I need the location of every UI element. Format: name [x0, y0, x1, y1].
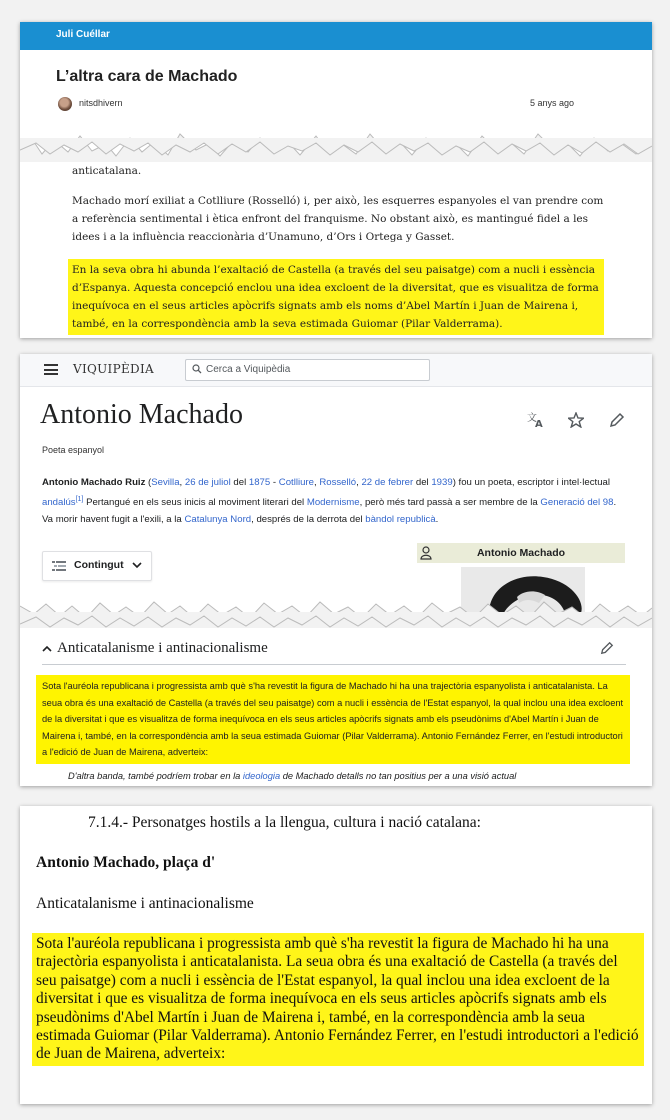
partial-paragraph: anticatalana. — [72, 165, 142, 177]
text: , — [356, 477, 362, 488]
quote-text: D'altra banda, també podríem trobar en la — [68, 771, 243, 781]
blog-post-panel — [20, 22, 652, 338]
translate-icon[interactable] — [527, 412, 545, 428]
text: , — [179, 477, 185, 488]
chevron-up-icon[interactable] — [42, 644, 52, 654]
username-link[interactable]: nitsdhivern — [79, 98, 123, 108]
hamburger-icon[interactable] — [44, 364, 58, 375]
svg-text:A: A — [535, 419, 543, 428]
text: Pertangué en els seus inicis al moviment literari del — [83, 497, 307, 509]
highlight-text: En la seva obra hi abunda l’exaltació de Castella (a través del seu paisatge) com a nucli i essència d’Espanya. Aquesta concepció enclou una idea excloent de la diversitat, que es visualitza de forma inequívoca en el seus articles apòcrifs signats amb els noms d’Abel Martín i Juan de Mairena i, també, en la correspondència amb la seva estimada Guiomar (Pilar Valderrama). — [68, 259, 604, 335]
star-icon[interactable] — [568, 412, 584, 428]
link-andalus[interactable]: andalús — [42, 497, 76, 509]
wiki-logo[interactable]: VIQUIPÈDIA — [73, 362, 154, 376]
link-catalunya-nord[interactable]: Catalunya Nord — [184, 514, 252, 526]
toc-icon — [52, 561, 66, 571]
paragraph-exile: Machado morí exiliat a Cotlliure (Rosselló) i, per això, les esquerres espanyoles el van prendre com a referència sentimental i ètica enfront del franquisme. No obstant això, es mantingué fidel a les idees i a la influència reaccionària d’Unamuno, d’Ors i Ortega y Gasset. — [72, 195, 604, 243]
link-date-birth[interactable]: 26 de juliol — [184, 477, 231, 488]
text: . — [435, 514, 439, 526]
chevron-down-icon — [132, 559, 142, 571]
link-ideologia[interactable]: ideologia — [242, 771, 281, 781]
text: , — [313, 477, 320, 488]
text: ( — [145, 477, 152, 488]
post-timestamp: 5 anys ago — [529, 98, 574, 108]
document-panel — [20, 806, 652, 1104]
highlighted-paragraph: Sota l'auréola republicana i progressista amb què s'ha revestit la figura de Machado hi ha una trajectòria espanyolista i anticatalanista. La seua obra és una exaltació de Castella (a través del seu paisatge) com a nucli i essència de l'Estat espanyol, la qual inclou una idea excloent de la diversitat i que es visualitza de forma inequívoca en els seus articles apòcrifs signats amb els pseudònims d'Abel Martín i Juan de Mairena i, també, en la correspondència amb la seua estimada Guiomar (Pilar Valderrama). Antonio Fernández Ferrer, en l'estudi introductori a l'edició de Juan de Mairena, adverteix: — [32, 933, 644, 1066]
link-rossello[interactable]: Rosselló — [319, 477, 357, 488]
infobox-title: Antonio Machado — [476, 547, 566, 559]
svg-text:文: 文 — [527, 413, 537, 424]
infobox-header — [417, 543, 625, 563]
lead-paragraph — [42, 474, 622, 528]
section-number-title: 7.1.4.- Personatges hostils a la llengua, cultura i nació catalana: — [88, 814, 481, 831]
text: , després de la derrota del — [251, 514, 366, 526]
search-placeholder: Cerca a Viquipèdia — [206, 364, 291, 375]
site-author-link[interactable]: Juli Cuéllar — [56, 29, 110, 40]
entry-heading: Antonio Machado, plaça d' — [36, 854, 216, 871]
wikipedia-panel — [20, 354, 652, 786]
section-edit-icon[interactable] — [600, 641, 614, 655]
text: del — [413, 477, 432, 488]
post-body — [72, 162, 612, 338]
section-divider — [42, 664, 626, 665]
toc-label: Contingut — [74, 559, 124, 571]
infobox — [417, 543, 625, 603]
quote-text: de Machado detalls no tan positius per a una visió actual — [280, 771, 517, 781]
link-date-death[interactable]: 22 de febrer — [361, 477, 414, 488]
site-header-bar — [20, 22, 652, 50]
link-sevilla[interactable]: Sevilla — [151, 477, 180, 488]
text: . Va morir havent fugit a l'exili, a la — [42, 497, 617, 526]
link-modernisme[interactable]: Modernisme — [306, 497, 360, 509]
torn-edge-lower — [20, 612, 652, 632]
section-highlight-paragraph: Sota l'auréola republicana i progressista amb què s'ha revestit la figura de Machado hi ha una trajectòria espanyolista i anticatalanista. La seua obra és una exaltació de Castella (a través del seu paisatge) com a nucli i essència de l'Estat espanyol, la qual inclou una idea excloent de la diversitat i que es visualitza de forma inequívoca en els seus articles apòcrifs signats amb els pseudònims d'Abel Martín i Juan de Mairena i, també, en la correspondència amb la seua estimada Guiomar (Pilar Valderrama). Antonio Fernández Ferrer, en l'estudi introductori a l'edició de Juan de Mairena, adverteix: — [36, 675, 630, 764]
section-heading: Anticatalanisme i antinacionalisme — [57, 640, 268, 656]
page-subtitle: Poeta espanyol — [42, 445, 105, 455]
link-year-death[interactable]: 1939 — [431, 477, 453, 488]
page-title: Antonio Machado — [40, 399, 243, 430]
wiki-header — [20, 354, 652, 387]
link-cotlliure[interactable]: Cotlliure — [278, 477, 314, 488]
subject-name: Antonio Machado Ruiz — [42, 477, 146, 488]
highlighted-paragraph — [72, 259, 612, 335]
link-bandol-republica[interactable]: bàndol republicà — [365, 514, 436, 526]
link-generacio-98[interactable]: Generació del 98 — [540, 497, 614, 509]
torn-edge-lower — [20, 138, 652, 160]
search-icon — [192, 364, 202, 374]
avatar[interactable] — [58, 97, 72, 111]
toc-button[interactable] — [42, 551, 152, 581]
entry-subheading: Anticatalanisme i antinacionalisme — [36, 895, 254, 912]
post-title: L’altra cara de Machado — [56, 68, 238, 85]
search-input[interactable] — [185, 359, 430, 381]
blockquote — [68, 771, 516, 781]
link-year-birth[interactable]: 1875 — [248, 477, 271, 488]
text: , però més tard passà a ser membre de la — [359, 497, 541, 509]
text: ) fou un poeta, escriptor i intel·lectual — [452, 477, 611, 488]
reference-link[interactable]: [1] — [75, 496, 84, 503]
person-icon — [420, 546, 432, 560]
text: - — [270, 477, 279, 488]
text: del — [230, 477, 249, 488]
edit-icon[interactable] — [609, 412, 625, 428]
